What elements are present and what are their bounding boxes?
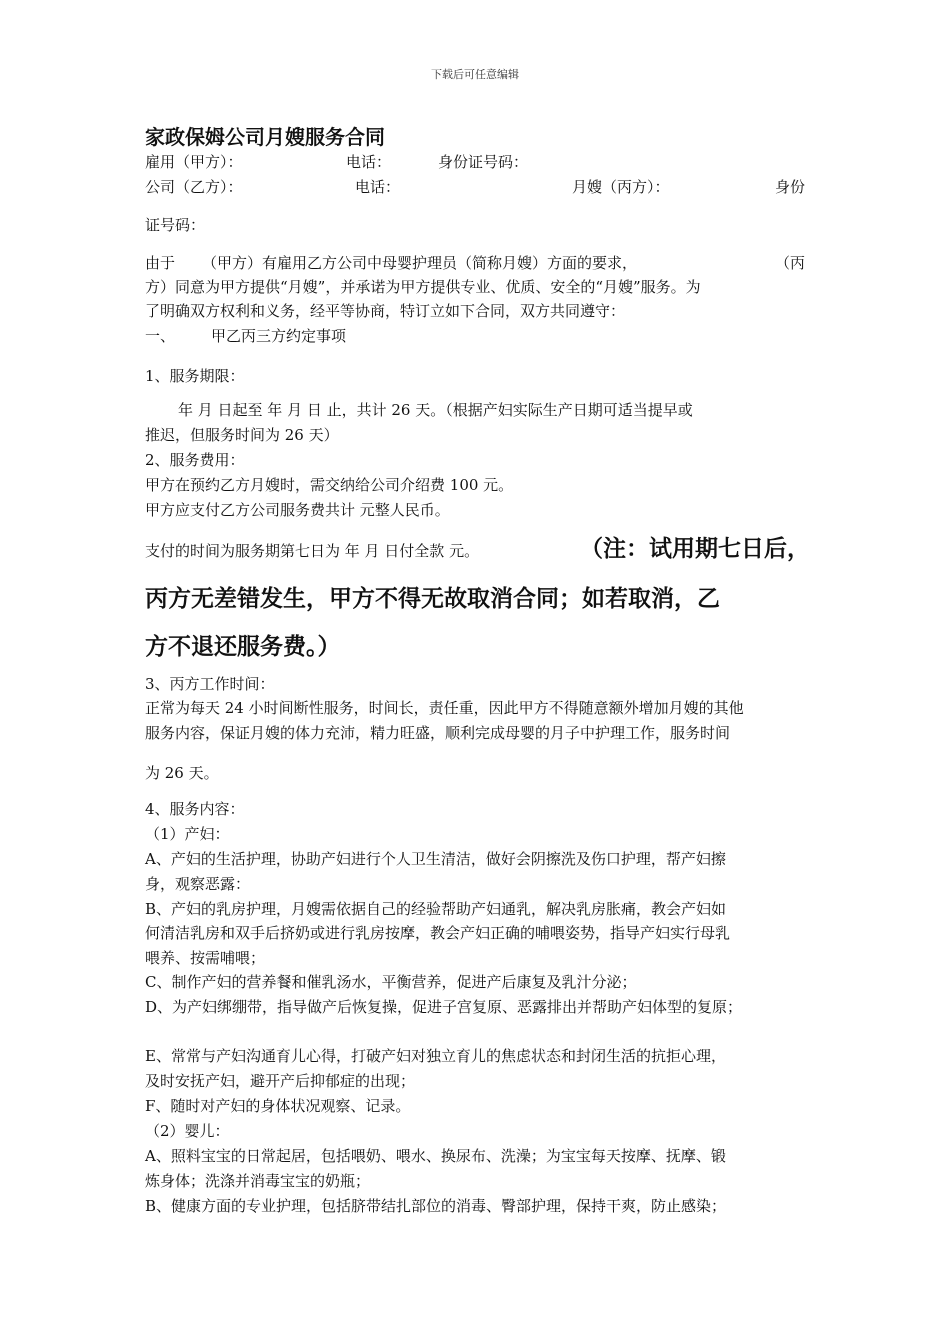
- baby-item-a-2: 炼身体；洗涤并消毒宝宝的奶瓶；: [145, 1172, 371, 1190]
- worktime-line-3: 为 26 天。: [145, 764, 219, 782]
- section-1-title: 甲乙丙三方约定事项: [211, 327, 347, 345]
- intro-line-1b: （甲方）有雇用乙方公司中母婴护理员（简称月嫂）方面的要求，: [202, 254, 638, 272]
- intro-line-2: 方）同意为甲方提供“月嫂”，并承诺为甲方提供专业、优质、安全的“月嫂”服务。为: [145, 278, 701, 296]
- term-line-1: 年 月 日起至 年 月 日 止，共计 26 天。（根据产妇实际生产日期可适当提早或: [178, 401, 693, 419]
- mother-item-c: C、制作产妇的营养餐和催乳汤水，平衡营养，促进产后康复及乳汁分泌；: [145, 973, 637, 991]
- worktime-line-2: 服务内容，保证月嫂的体力充沛，精力旺盛，顺利完成母婴的月子中护理工作，服务时间: [145, 724, 731, 742]
- mother-item-a-2: 身，观察恶露：: [145, 875, 251, 893]
- worktime-line-1: 正常为每天 24 小时间断性服务，时间长，责任重，因此甲方不得随意额外增加月嫂的其他: [145, 699, 744, 717]
- worktime-heading: 3、丙方工作时间：: [145, 675, 275, 693]
- mother-item-b-1: B、产妇的乳房护理，月嫂需依据自己的经验帮助产妇通乳，解决乳房胀痛，教会产妇如: [145, 900, 727, 918]
- nanny-label: 月嫂（丙方）：: [572, 178, 670, 196]
- employer-phone-label: 电话：: [346, 153, 392, 171]
- fee-note-line-1: （注：试用期七日后，: [580, 535, 810, 562]
- content-heading: 4、服务内容：: [145, 800, 245, 818]
- term-line-2: 推迟，但服务时间为 26 天）: [145, 426, 339, 444]
- fee-line-1: 甲方在预约乙方月嫂时，需交纳给公司介绍费 100 元。: [145, 476, 514, 494]
- fee-line-3: 支付的时间为服务期第七日为 年 月 日付全款 元。: [145, 542, 480, 560]
- intro-line-1c: （丙: [775, 254, 806, 272]
- mother-item-a-1: A、产妇的生活护理，协助产妇进行个人卫生清洁，做好会阴擦洗及伤口护理，帮产妇擦: [145, 850, 726, 868]
- nanny-id-label-part1: 身份: [775, 178, 806, 196]
- company-phone-label: 电话：: [355, 178, 401, 196]
- intro-line-1a: 由于: [145, 254, 176, 272]
- page-header: 下载后可任意编辑: [431, 68, 519, 81]
- section-1-number: 一、: [145, 327, 176, 345]
- mother-item-b-2: 何清洁乳房和双手后挤奶或进行乳房按摩，教会产妇正确的哺喂姿势，指导产妇实行母乳: [145, 924, 731, 942]
- contract-title: 家政保姆公司月嫂服务合同: [145, 125, 385, 149]
- company-label: 公司（乙方）：: [145, 178, 243, 196]
- mother-item-d: D、为产妇绑绷带，指导做产后恢复操，促进子宫复原、恶露排出并帮助产妇体型的复原；: [145, 998, 743, 1016]
- mother-subheading: （1）产妇：: [145, 825, 230, 843]
- baby-subheading: （2）婴儿：: [145, 1122, 230, 1140]
- mother-item-e-1: E、常常与产妇沟通育儿心得，打破产妇对独立育儿的焦虑状态和封闭生活的抗拒心理，: [145, 1047, 726, 1065]
- fee-note-line-3: 方不退还服务费。）: [145, 633, 341, 660]
- baby-item-b-1: B、健康方面的专业护理，包括脐带结扎部位的消毒、臀部护理，保持干爽，防止感染；: [145, 1197, 727, 1215]
- fee-heading: 2、服务费用：: [145, 451, 245, 469]
- nanny-id-label-part2: 证号码：: [145, 216, 206, 234]
- employer-label: 雇用（甲方）：: [145, 153, 243, 171]
- baby-item-a-1: A、照料宝宝的日常起居，包括喂奶、喂水、换尿布、洗澡；为宝宝每天按摩、抚摩、锻: [145, 1147, 726, 1165]
- mother-item-b-3: 喂养、按需哺喂；: [145, 949, 266, 967]
- fee-line-2: 甲方应支付乙方公司服务费共计 元整人民币。: [145, 501, 450, 519]
- term-heading: 1、服务期限：: [145, 367, 245, 385]
- intro-line-3: 了明确双方权利和义务，经平等协商，特订立如下合同，双方共同遵守：: [145, 302, 626, 320]
- employer-id-label: 身份证号码：: [438, 153, 529, 171]
- mother-item-e-2: 及时安抚产妇，避开产后抑郁症的出现；: [145, 1072, 416, 1090]
- fee-note-line-2: 丙方无差错发生，甲方不得无故取消合同；如若取消，乙: [145, 585, 720, 612]
- mother-item-f: F、随时对产妇的身体状况观察、记录。: [145, 1097, 411, 1115]
